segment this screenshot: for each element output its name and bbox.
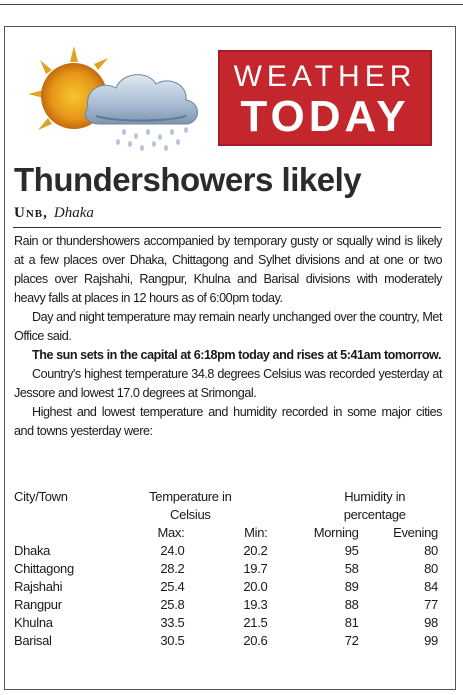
header-temperature-line1: Temperature in — [149, 489, 232, 504]
cell-city: Rajshahi — [14, 579, 63, 594]
top-rule — [0, 4, 463, 5]
cell-max: 25.8 — [160, 597, 185, 612]
table-subheader-row — [14, 524, 442, 542]
badge-word-weather: WEATHER — [233, 60, 417, 93]
paragraph-bold: The sun sets in the capital at 6:18pm today and rises at 5:41am tomorrow. — [32, 348, 441, 362]
table-row — [14, 632, 442, 650]
cell-morning: 88 — [344, 597, 359, 612]
cell-evening: 84 — [424, 579, 438, 594]
cell-evening: 80 — [424, 543, 438, 558]
cell-evening: 77 — [424, 597, 438, 612]
header-humidity-line1: Humidity in — [344, 489, 406, 504]
paragraph: Rain or thundershowers accompanied by temporary gusty or squally wind is likely at a few places over Dhaka, Chittagong and Sylhet divisions and at one or two places over Rajshahi, Rangpur, Khulna and Barisal divisions with moderately heavy falls at places in 12 hours as of 6:00pm today. — [14, 234, 442, 305]
byline-dateline: Dhaka — [53, 205, 94, 221]
cell-evening: 99 — [424, 633, 438, 648]
cell-city: Rangpur — [14, 597, 62, 612]
weather-banner — [26, 44, 446, 154]
cell-morning: 81 — [344, 615, 359, 630]
subheader-evening: Evening — [393, 525, 438, 540]
article-body — [14, 232, 442, 441]
cell-max: 33.5 — [160, 615, 185, 630]
table-row — [14, 578, 442, 596]
cell-morning: 89 — [344, 579, 359, 594]
table-header-row — [14, 488, 442, 506]
table-row — [14, 614, 442, 632]
paragraph: Highest and lowest temperature and humidity recorded in some major cities and towns yesterday were: — [14, 405, 442, 438]
cell-max: 24.0 — [160, 543, 185, 558]
table-row — [14, 560, 442, 578]
header-city: City/Town — [14, 489, 68, 504]
cell-max: 28.2 — [160, 561, 185, 576]
cell-min: 20.2 — [243, 543, 268, 558]
sun-rain-cloud-icon — [26, 44, 221, 154]
cell-morning: 95 — [344, 543, 359, 558]
cell-evening: 80 — [424, 561, 438, 576]
cell-city: Chittagong — [14, 561, 74, 576]
header-humidity — [267, 488, 442, 506]
byline-rule — [13, 227, 441, 228]
byline — [14, 205, 94, 222]
paragraph: Country's highest temperature 34.8 degrees Celsius was recorded yesterday at Jessore and lowest 17.0 degrees at Srimongal. — [14, 367, 442, 400]
cell-city: Khulna — [14, 615, 53, 630]
cell-min: 20.6 — [243, 633, 268, 648]
cell-min: 19.3 — [243, 597, 268, 612]
cell-max: 25.4 — [160, 579, 185, 594]
cell-evening: 98 — [424, 615, 438, 630]
cell-morning: 72 — [344, 633, 359, 648]
cell-max: 30.5 — [160, 633, 185, 648]
cell-min: 19.7 — [243, 561, 268, 576]
badge-word-today: TODAY — [240, 92, 410, 141]
header-humidity-line2: percentage — [343, 507, 406, 522]
header-temperature — [113, 488, 267, 506]
table-row — [14, 596, 442, 614]
cell-morning: 58 — [344, 561, 359, 576]
subheader-min: Min: — [244, 525, 268, 540]
table-row — [14, 542, 442, 560]
weather-today-badge — [218, 50, 432, 146]
cell-min: 21.5 — [243, 615, 268, 630]
headline: Thundershowers likely — [14, 161, 362, 198]
cell-city: Dhaka — [14, 543, 51, 558]
subheader-max: Max: — [157, 525, 185, 540]
subheader-morning: Morning — [313, 525, 359, 540]
table-header-row-2 — [14, 506, 442, 524]
header-temperature-line2: Celsius — [170, 507, 211, 522]
cell-city: Barisal — [14, 633, 52, 648]
cell-min: 20.0 — [243, 579, 268, 594]
byline-agency: Unb, — [14, 205, 48, 221]
paragraph: Day and night temperature may remain nearly unchanged over the country, Met Office said. — [14, 310, 442, 343]
weather-table — [14, 488, 442, 650]
